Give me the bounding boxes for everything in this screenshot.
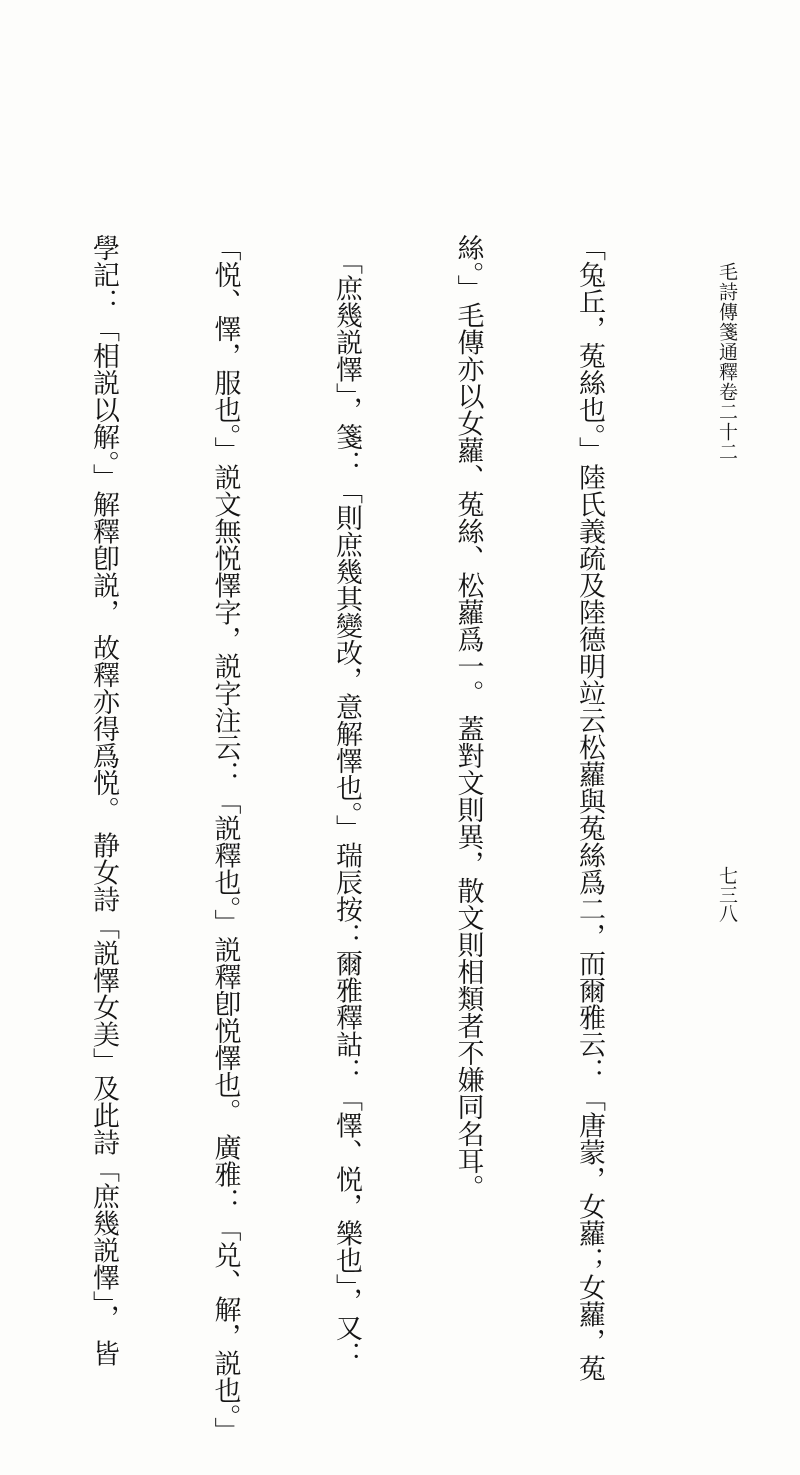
text-column: 「兔丘，菟絲也。」陸氏義疏及陸德明竝云松蘿與菟絲爲二，而爾雅云：「唐蒙，女蘿；女蘿，菟 (574, 234, 605, 1382)
text-column (0, 234, 2, 1094)
running-title: 毛詩傳箋通釋卷二十二 (716, 262, 738, 462)
body-text (88, 234, 690, 1445)
page-number: 七三八 (716, 866, 738, 923)
text-column: 「庶幾説懌」，箋：「則庶幾其變改，意解懌也。」瑞辰按：爾雅釋詁：「懌、悦，樂也」，又： (331, 234, 362, 1368)
text-column: 「悦、懌，服也。」説文無悦懌字，説字注云：「説釋也。」説釋卽悦懌也。 廣雅：「兑、解，説也。」 (209, 234, 241, 1445)
text-column: 學記：「相説以解。」解釋卽説， 故釋亦得爲悦。 静女詩「説懌女美」及此詩「庶幾説懌」， 皆 (88, 234, 119, 1367)
text-column: 絲。」毛傳亦以女蘿、菟絲、松蘿爲一。 蓋對文則異，散文則相類者不嫌同名耳。 (452, 234, 484, 1202)
